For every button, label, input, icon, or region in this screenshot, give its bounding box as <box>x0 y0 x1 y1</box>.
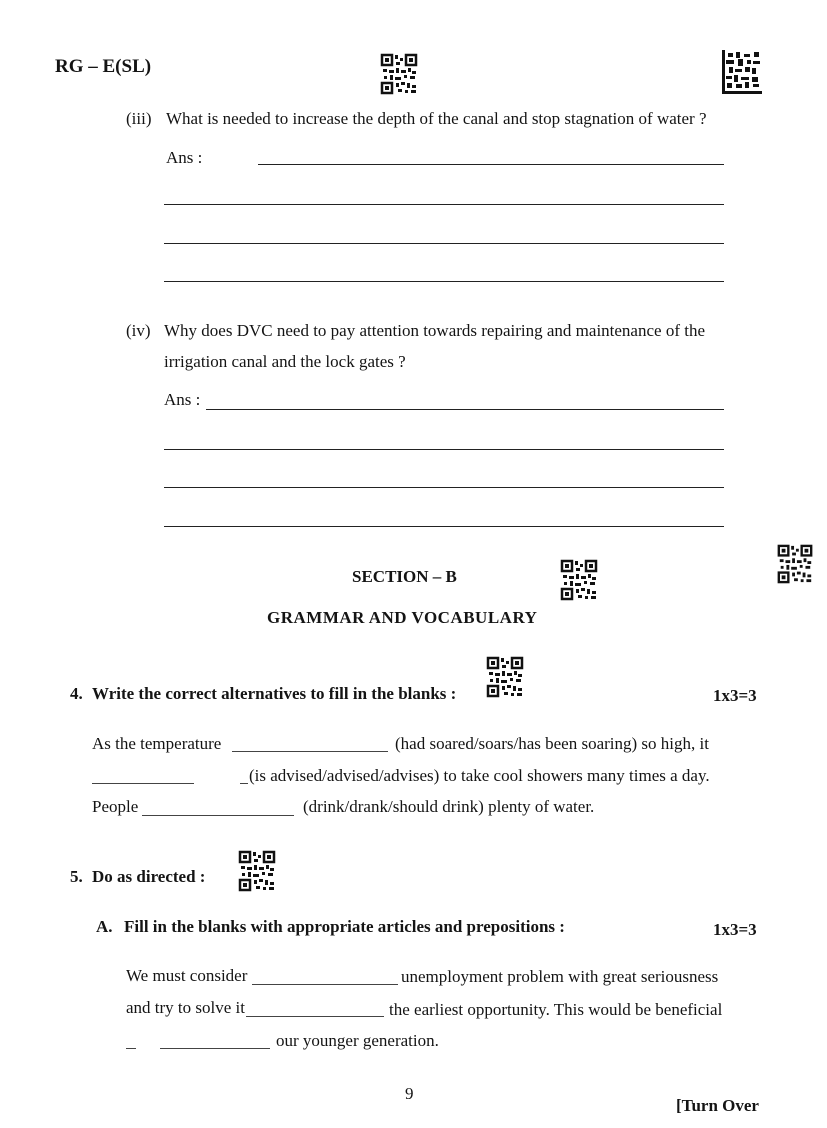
question-iv-ans-label: Ans : <box>164 390 201 409</box>
question-4-marks: 1x3=3 <box>713 686 757 705</box>
fill-blank[interactable] <box>92 783 194 784</box>
q5a-line2-start: and try to solve it <box>126 998 245 1017</box>
qr-code-icon <box>238 850 276 892</box>
question-iv-text-line1: Why does DVC need to pay attention towards repairing and maintenance of the <box>164 321 705 340</box>
question-iv-label: (iv) <box>126 321 151 340</box>
qr-code-icon <box>776 544 814 584</box>
q5a-line2-end: the earliest opportunity. This would be beneficial <box>389 1000 723 1019</box>
q4-line3-start: People <box>92 797 139 816</box>
fill-blank[interactable] <box>142 815 294 816</box>
question-5a-marks: 1x3=3 <box>713 920 757 939</box>
q5a-line1-start: We must consider <box>126 966 248 985</box>
answer-line[interactable] <box>206 409 724 410</box>
paper-code: RG – E(SL) <box>55 56 152 77</box>
fill-blank[interactable] <box>232 751 388 752</box>
fill-blank[interactable] <box>160 1048 270 1049</box>
answer-line[interactable] <box>164 449 724 450</box>
q5a-line1-end: unemployment problem with great seriousness <box>401 967 719 986</box>
qr-code-icon <box>560 558 598 602</box>
answer-line[interactable] <box>164 243 724 244</box>
q5a-line3-text: our younger generation. <box>276 1031 439 1050</box>
fill-blank[interactable] <box>252 984 398 985</box>
question-iv-text-line2: irrigation canal and the lock gates ? <box>164 352 406 371</box>
answer-line[interactable] <box>164 281 724 282</box>
question-iii-ans-label: Ans : <box>166 148 203 167</box>
answer-line[interactable] <box>164 487 724 488</box>
answer-line[interactable] <box>164 204 724 205</box>
turn-over-label: [Turn Over <box>676 1096 759 1115</box>
qr-code-icon <box>486 656 524 698</box>
question-iii-label: (iii) <box>126 109 152 128</box>
q4-line1-start: As the temperature <box>92 734 222 753</box>
fill-blank[interactable] <box>240 783 248 784</box>
fill-blank[interactable] <box>126 1048 136 1049</box>
question-5-instruction: Do as directed : <box>92 867 206 886</box>
question-5a-label: A. <box>96 917 113 936</box>
qr-code-icon <box>380 53 418 95</box>
question-iii-text: What is needed to increase the depth of the canal and stop stagnation of water ? <box>166 109 707 128</box>
question-4-instruction: Write the correct alternatives to fill in the blanks : <box>92 684 457 703</box>
fill-blank[interactable] <box>246 1016 384 1017</box>
q4-line2-text: (is advised/advised/advises) to take cool showers many times a day. <box>249 766 710 785</box>
question-4-number: 4. <box>70 684 83 703</box>
question-5-number: 5. <box>70 867 83 886</box>
section-title: SECTION – B <box>352 567 457 586</box>
question-5a-instruction: Fill in the blanks with appropriate articles and prepositions : <box>124 917 565 936</box>
data-matrix-icon <box>722 50 762 94</box>
q4-line1-end: (had soared/soars/has been soaring) so high, it <box>395 734 709 753</box>
answer-line[interactable] <box>258 164 724 165</box>
q4-line3-end: (drink/drank/should drink) plenty of water. <box>303 797 595 816</box>
page-number: 9 <box>405 1084 414 1103</box>
section-subtitle: GRAMMAR AND VOCABULARY <box>267 608 538 627</box>
answer-line[interactable] <box>164 526 724 527</box>
